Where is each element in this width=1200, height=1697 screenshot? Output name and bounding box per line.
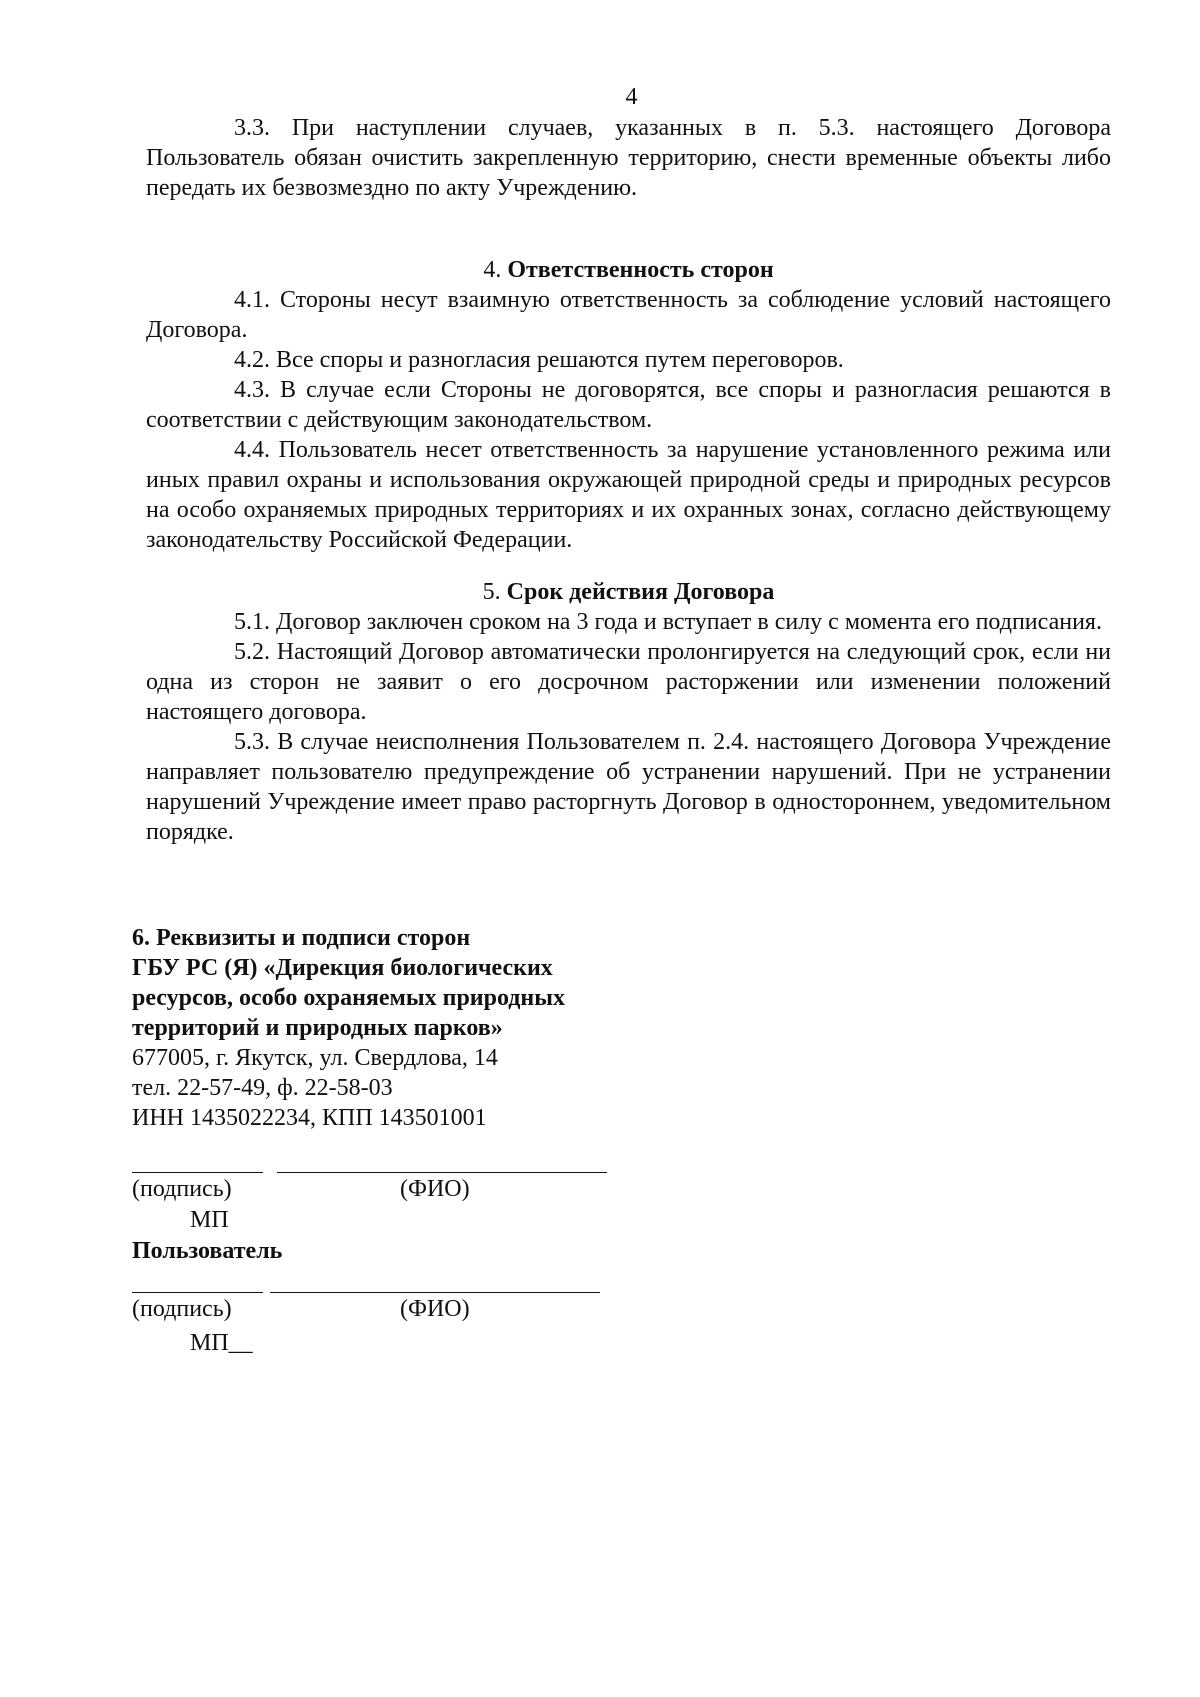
clause-5-2: 5.2. Настоящий Договор автоматически пролонгируется на следующий срок, если ни одна из сторон не заявит о его досрочном расторжении или изменении положений настоящего договора. xyxy=(146,639,1111,725)
institution-signature-label: (подпись) xyxy=(132,1176,232,1202)
org-phone: тел. 22-57-49, ф. 22-58-03 xyxy=(132,1075,393,1101)
document-body xyxy=(146,113,1111,847)
org-address: 677005, г. Якутск, ул. Свердлова, 14 xyxy=(132,1045,498,1071)
user-name-label: (ФИО) xyxy=(400,1296,470,1322)
requisites-block xyxy=(132,923,732,1133)
section-4-number: 4. xyxy=(483,257,502,283)
user-signature-line xyxy=(132,1292,263,1293)
section-5-title: Срок действия Договора xyxy=(506,579,775,605)
org-name-line-3: территорий и природных парков» xyxy=(132,1015,503,1041)
section-5-heading xyxy=(146,577,1111,607)
institution-signature-line xyxy=(132,1172,263,1173)
clause-5-3: 5.3. В случае неисполнения Пользователем п. 2.4. настоящего Договора Учреждение направляет пользователю предупреждение об устранении нарушений. При не устранении нарушений Учреждение имеет право расторгнуть Договор в одностороннем, уведомительном порядке. xyxy=(146,729,1111,845)
institution-stamp-label: МП xyxy=(190,1207,229,1233)
section-4-heading xyxy=(146,255,1111,285)
section-5-number: 5. xyxy=(482,579,501,605)
institution-name-line xyxy=(277,1172,607,1173)
clause-4-2: 4.2. Все споры и разногласия решаются путем переговоров. xyxy=(234,347,844,373)
org-name-line-1: ГБУ РС (Я) «Дирекция биологических xyxy=(132,955,553,981)
user-title: Пользователь xyxy=(132,1238,283,1264)
section-4-title: Ответственность сторон xyxy=(507,257,774,283)
clause-4-4: 4.4. Пользователь несет ответственность за нарушение установленного режима или иных правил охраны и использования окружающей природной среды и природных ресурсов на особо охраняемых природных территориях и их охранных зонах, согласно действующему законодательству Российской Федерации. xyxy=(146,437,1111,553)
institution-name-label: (ФИО) xyxy=(400,1176,470,1202)
user-name-line xyxy=(270,1292,600,1293)
clause-4-3: 4.3. В случае если Стороны не договорятся, все споры и разногласия решаются в соответствии с действующим законодательством. xyxy=(146,377,1111,433)
clause-5-1: 5.1. Договор заключен сроком на 3 года и вступает в силу с момента его подписания. xyxy=(234,609,1102,635)
page-number: 4 xyxy=(625,84,638,110)
section-6-title: 6. Реквизиты и подписи сторон xyxy=(132,925,471,951)
user-stamp-label: МП__ xyxy=(190,1330,253,1356)
user-signature-label: (подпись) xyxy=(132,1296,232,1322)
clause-4-1: 4.1. Стороны несут взаимную ответственность за соблюдение условий настоящего Договора. xyxy=(146,287,1111,343)
org-name-line-2: ресурсов, особо охраняемых природных xyxy=(132,985,565,1011)
org-tax-ids: ИНН 1435022234, КПП 143501001 xyxy=(132,1105,487,1131)
clause-3-3: 3.3. При наступлении случаев, указанных в п. 5.3. настоящего Договора Пользователь обязан очистить закрепленную территорию, снести временные объекты либо передать их безвозмездно по акту Учреждению. xyxy=(146,115,1111,201)
